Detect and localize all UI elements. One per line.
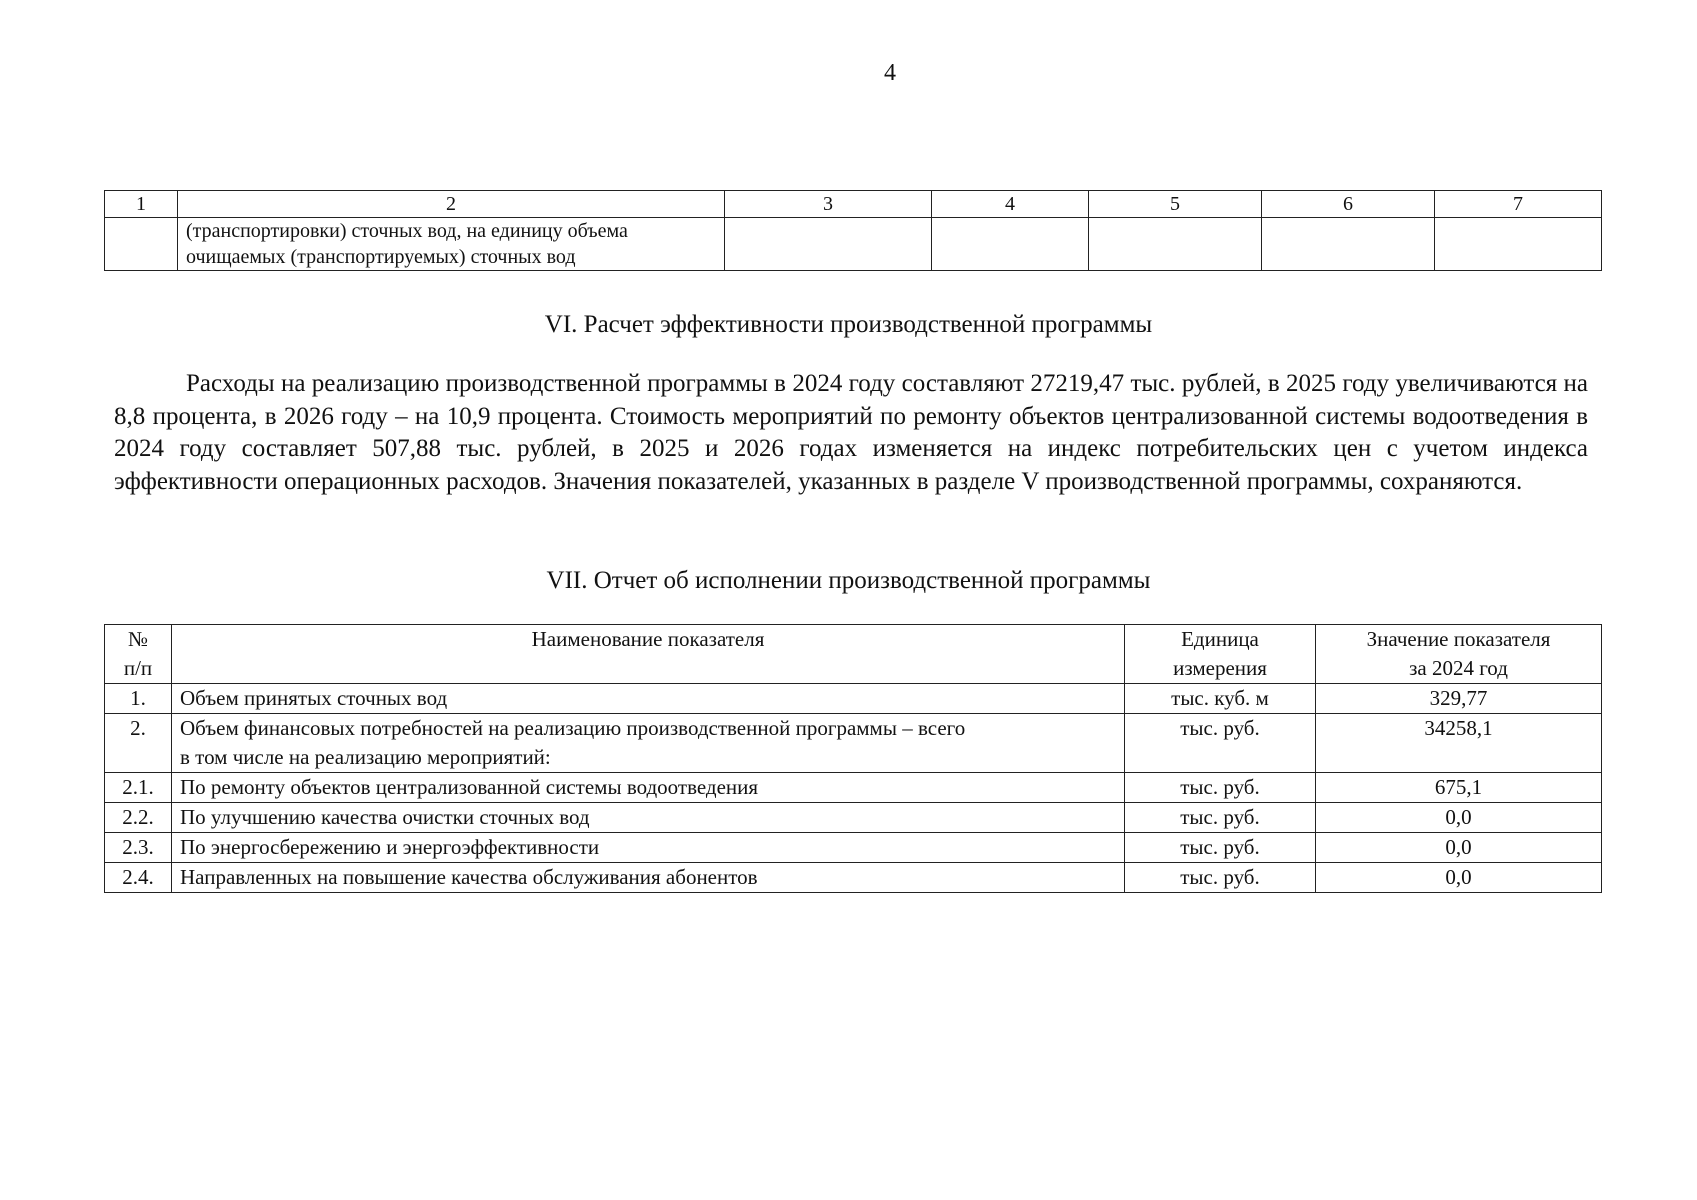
- table-row: [105, 714, 1602, 773]
- section-vi-heading: VI. Расчет эффективности производственной программы: [544, 311, 1153, 338]
- header-num-line2: п/п: [123, 656, 153, 680]
- table-row: [105, 833, 1602, 863]
- table-header-row: [105, 625, 1602, 684]
- header-value-line2: за 2024 год: [1409, 656, 1508, 680]
- row-name: [172, 714, 1125, 773]
- row-name: По улучшению качества очистки сточных вод: [172, 803, 1125, 833]
- row-name: Объем принятых сточных вод: [172, 684, 1125, 714]
- section-vi-paragraph: Расходы на реализацию производственной программы в 2024 году составляют 27219,47 тыс. рублей, в 2025 году увеличиваются на 8,8 процента, в 2026 году – на 10,9 процента. Стоимость мероприятий по ремонту объектов централизованной системы водоотведения в 2024 году составляет 507,88 тыс. рублей, в 2025 и 2026 годах изменяется на индекс потребительских цен с учетом индекса эффективности операционных расходов. Значения показателей, указанных в разделе V производственной программы, сохраняются.: [114, 370, 1588, 495]
- header-unit-line2: измерения: [1173, 656, 1267, 680]
- column-number-5: 5: [1089, 191, 1262, 218]
- row-num: 2.4.: [105, 863, 172, 893]
- row-num: 2.2.: [105, 803, 172, 833]
- row-num: 2.3.: [105, 833, 172, 863]
- row-name-line2: в том числе на реализацию мероприятий:: [180, 745, 551, 769]
- row-num: 2.: [105, 714, 172, 773]
- cell-col4: [932, 218, 1089, 271]
- section-vii-heading: VII. Отчет об исполнении производственной программы: [546, 567, 1151, 594]
- header-unit-line1: Единица: [1181, 627, 1259, 651]
- row-unit: тыс. руб.: [1125, 714, 1316, 773]
- row-unit: тыс. руб.: [1125, 803, 1316, 833]
- cell-col7: [1435, 218, 1602, 271]
- header-num-line1: №: [127, 627, 149, 651]
- table-row: [105, 803, 1602, 833]
- row-name: По энергосбережению и энергоэффективности: [172, 833, 1125, 863]
- column-number-4: 4: [932, 191, 1089, 218]
- column-number-1: 1: [105, 191, 178, 218]
- row-num: 2.1.: [105, 773, 172, 803]
- cell-col1: [105, 218, 178, 271]
- row-value: 0,0: [1316, 803, 1602, 833]
- table-row: [105, 863, 1602, 893]
- table-row: [105, 218, 1602, 271]
- continuation-table: [104, 190, 1602, 271]
- row-unit: тыс. руб.: [1125, 833, 1316, 863]
- row-name: По ремонту объектов централизованной системы водоотведения: [172, 773, 1125, 803]
- row-value: 329,77: [1316, 684, 1602, 714]
- indicator-name-line2: очищаемых (транспортируемых) сточных вод: [186, 246, 576, 268]
- row-num: 1.: [105, 684, 172, 714]
- header-num: [105, 625, 172, 684]
- table-row: [105, 684, 1602, 714]
- header-value: [1316, 625, 1602, 684]
- table-row: [105, 773, 1602, 803]
- row-value: 0,0: [1316, 863, 1602, 893]
- column-number-2: 2: [178, 191, 725, 218]
- column-number-6: 6: [1262, 191, 1435, 218]
- page-number: 4: [884, 60, 896, 86]
- header-unit: [1125, 625, 1316, 684]
- report-table: [104, 624, 1602, 893]
- row-unit: тыс. куб. м: [1125, 684, 1316, 714]
- cell-col6: [1262, 218, 1435, 271]
- cell-col5: [1089, 218, 1262, 271]
- row-value: 34258,1: [1316, 714, 1602, 773]
- table-header-row: [105, 191, 1602, 218]
- column-number-7: 7: [1435, 191, 1602, 218]
- row-unit: тыс. руб.: [1125, 773, 1316, 803]
- row-name: Направленных на повышение качества обслуживания абонентов: [172, 863, 1125, 893]
- cell-col3: [725, 218, 932, 271]
- header-name: Наименование показателя: [172, 625, 1125, 684]
- indicator-name-line1: (транспортировки) сточных вод, на единицу объема: [186, 220, 628, 242]
- row-value: 0,0: [1316, 833, 1602, 863]
- row-name-line1: Объем финансовых потребностей на реализацию производственной программы – всего: [180, 716, 966, 740]
- header-value-line1: Значение показателя: [1366, 627, 1551, 651]
- cell-indicator-name: [178, 218, 725, 271]
- row-value: 675,1: [1316, 773, 1602, 803]
- row-unit: тыс. руб.: [1125, 863, 1316, 893]
- column-number-3: 3: [725, 191, 932, 218]
